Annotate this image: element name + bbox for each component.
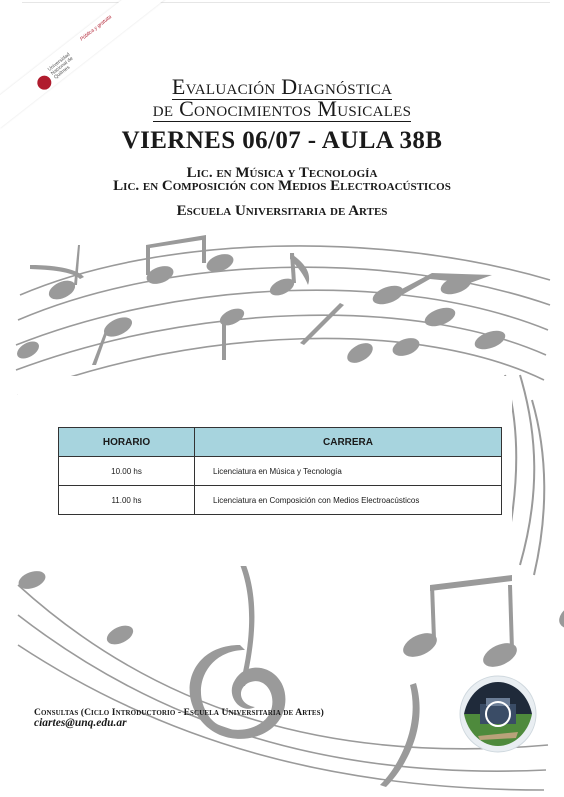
header-carrera: CARRERA xyxy=(195,428,502,457)
row-career: Licenciatura en Música y Tecnología xyxy=(195,457,502,486)
header-horario: HORARIO xyxy=(59,428,195,457)
row-time: 10.00 hs xyxy=(59,457,195,486)
logo-tagline: Pública y gratuita xyxy=(79,14,113,43)
main-title-line-2: de Conocimientos Musicales xyxy=(152,96,412,121)
school-name: Escuela Universitaria de Artes xyxy=(176,203,388,219)
contact-email[interactable]: ciartes@unq.edu.ar xyxy=(34,717,127,729)
main-title-line-1: Evaluación Diagnóstica xyxy=(171,74,393,99)
career-line-1: Lic. en Música y Tecnología xyxy=(186,165,378,181)
row-career: Licenciatura en Composición con Medios Electroacústicos xyxy=(195,486,502,515)
table-row xyxy=(59,486,502,515)
logo-text: Universidad Nacional de Quilmes xyxy=(46,51,75,81)
school-emblem-icon xyxy=(458,674,538,754)
schedule-table xyxy=(58,427,502,515)
date-room-heading: VIERNES 06/07 - AULA 38B xyxy=(121,127,443,154)
career-line-2: Lic. en Composición con Medios Electroacústicos xyxy=(113,178,451,194)
table-header-row xyxy=(59,428,502,457)
table-row xyxy=(59,457,502,486)
consultas-text: Consultas (Ciclo Introductorio - Escuela Universitaria de Artes) xyxy=(34,708,324,718)
row-time: 11.00 hs xyxy=(59,486,195,515)
